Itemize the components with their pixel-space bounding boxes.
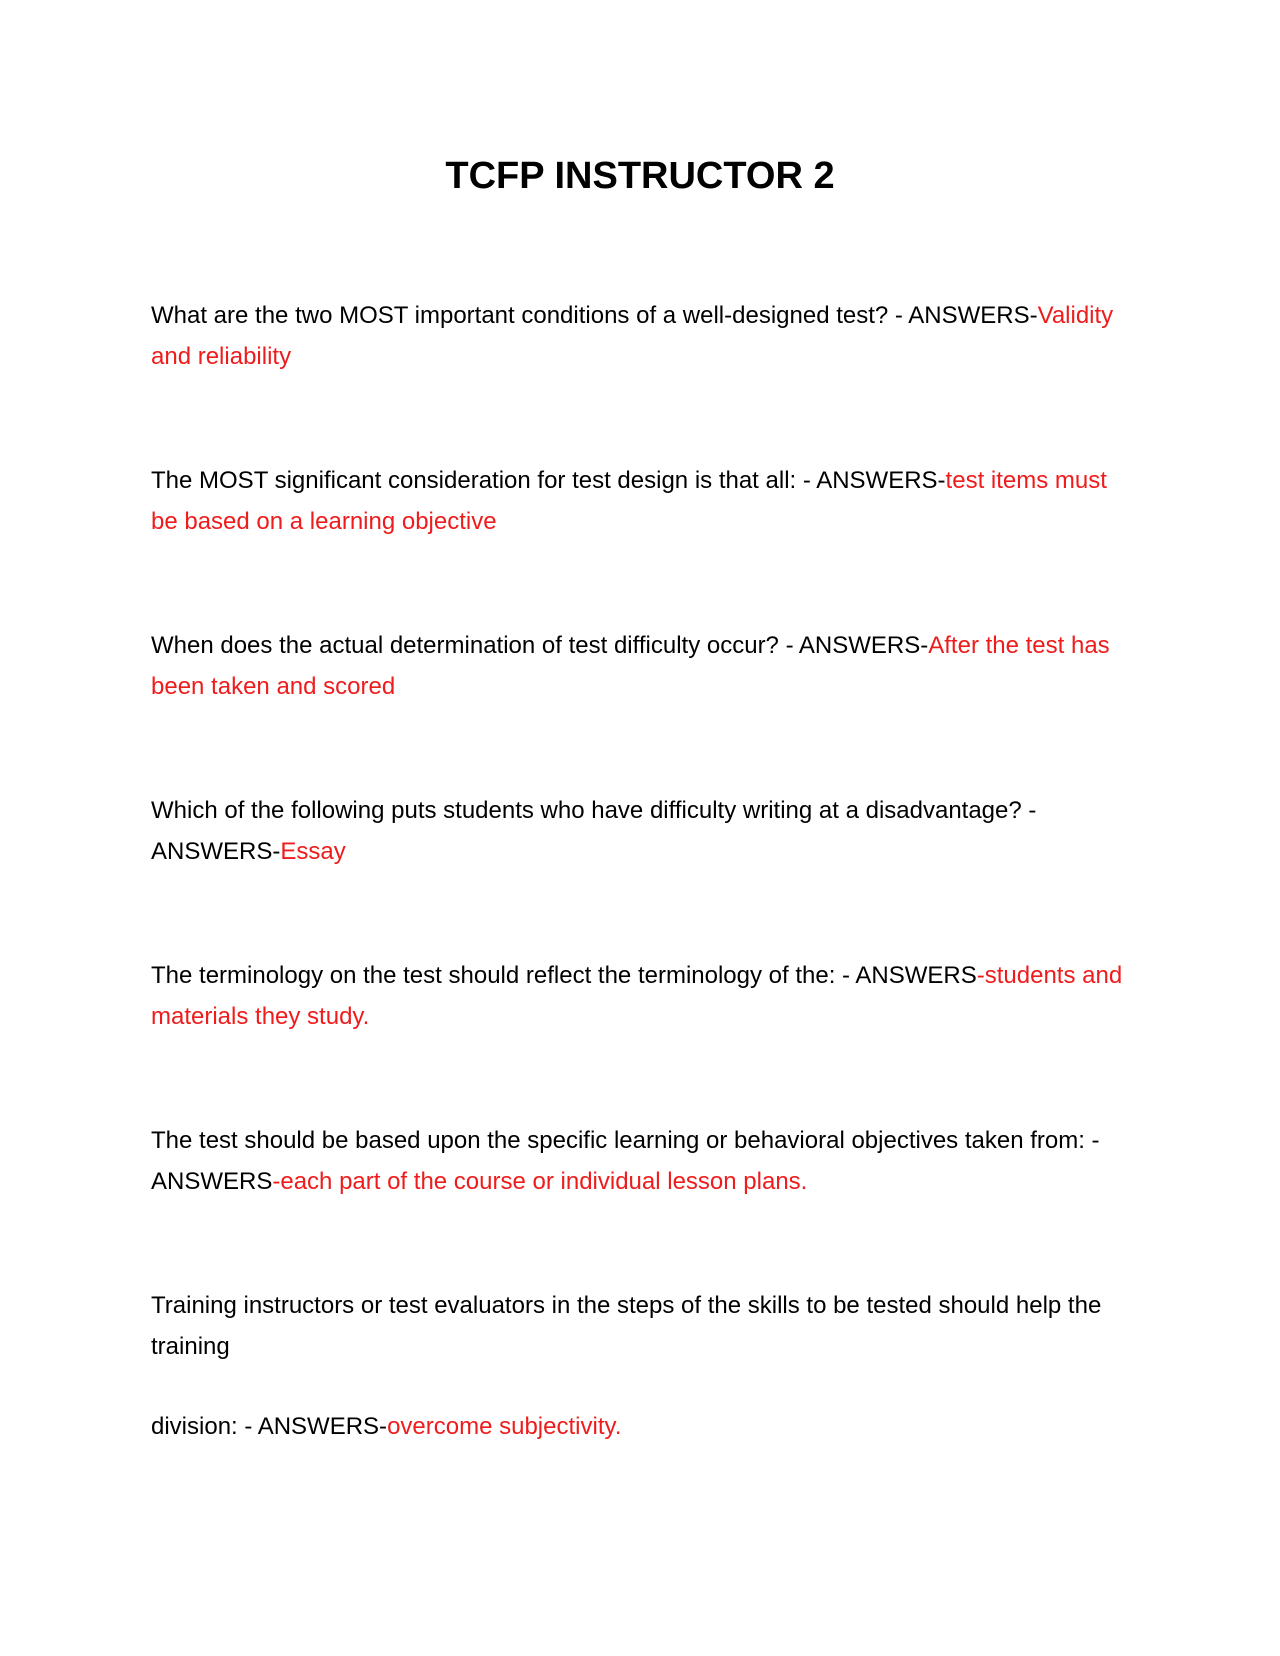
question-text: Which of the following puts students who have difficulty writing at a disadvantage? - ANSWERS- <box>151 797 1037 865</box>
qa-item-3 <box>151 625 1131 707</box>
qa-item-6 <box>151 1120 1131 1202</box>
question-text: The MOST significant consideration for test design is that all: - ANSWERS- <box>151 467 946 494</box>
answer-text: -each part of the course or individual lesson plans. <box>272 1168 808 1195</box>
question-text: When does the actual determination of test difficulty occur? - ANSWERS- <box>151 632 929 659</box>
question-text-continued: division: - ANSWERS- <box>151 1413 388 1440</box>
qa-item-4 <box>151 790 1131 872</box>
answer-text: Validity and reliability <box>151 302 1114 370</box>
answer-text: After the test has been taken and scored <box>151 632 1110 700</box>
qa-item-5 <box>151 955 1131 1037</box>
question-text: The test should be based upon the specific learning or behavioral objectives taken from: - ANSWERS <box>151 1127 1100 1195</box>
qa-item-7 <box>151 1285 1131 1367</box>
answer-text: overcome subjectivity. <box>387 1413 622 1440</box>
question-text: The terminology on the test should reflect the terminology of the: - ANSWERS <box>151 962 977 989</box>
answer-text: -students and materials they study. <box>151 962 1123 1030</box>
question-text: What are the two MOST important conditions of a well-designed test? - ANSWERS- <box>151 302 1038 329</box>
qa-item-1 <box>151 295 1131 377</box>
document-title: TCFP INSTRUCTOR 2 <box>445 155 835 197</box>
qa-item-7-continued <box>151 1406 1131 1447</box>
qa-item-2 <box>151 460 1131 542</box>
answer-text: test items must be based on a learning objective <box>151 467 1107 535</box>
answer-text: Essay <box>280 838 346 865</box>
question-text: Training instructors or test evaluators in the steps of the skills to be tested should help the training <box>151 1292 1102 1360</box>
